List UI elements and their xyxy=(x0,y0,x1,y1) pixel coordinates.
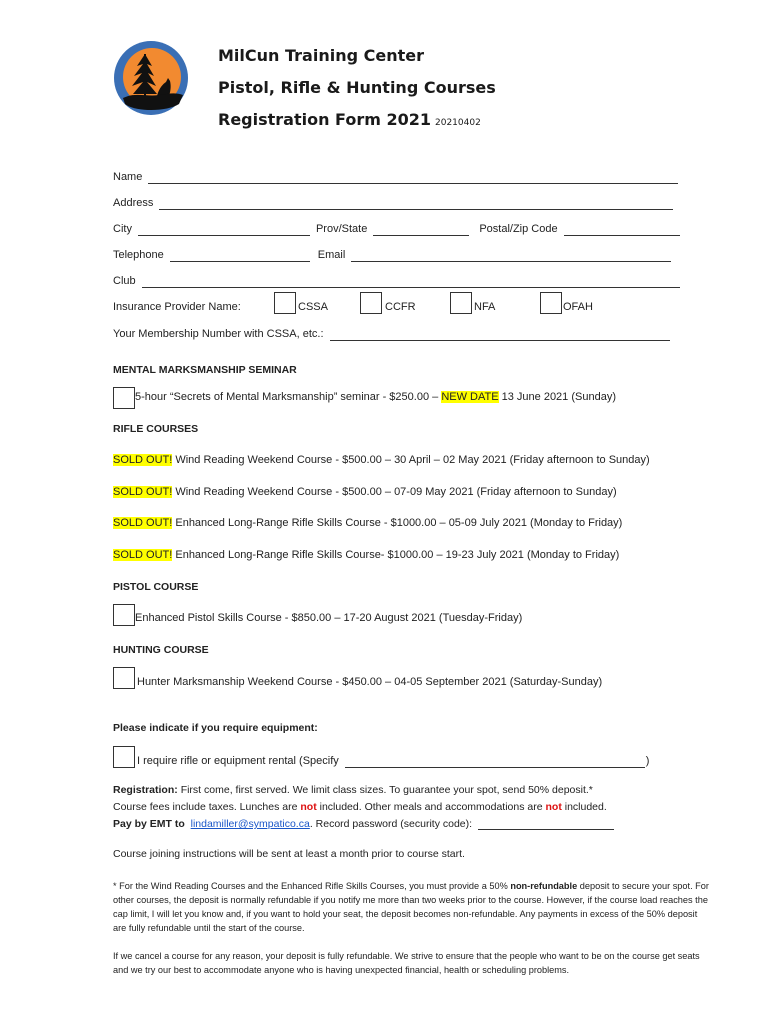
rifle-course-4 xyxy=(113,549,619,561)
hunting-course-text: Hunter Marksmanship Weekend Course - $450.00 – 04-05 September 2021 (Saturday-Sunday) xyxy=(137,676,603,688)
telephone-field[interactable] xyxy=(170,251,310,262)
not-emphasis: not xyxy=(545,801,562,813)
form-title-line-1: MilCun Training Center xyxy=(218,46,424,65)
name-field[interactable] xyxy=(148,173,678,184)
membership-row xyxy=(113,327,676,341)
mental-text-before: 5-hour “Secrets of Mental Marksmanship” seminar - $250.00 – xyxy=(135,391,439,403)
registration-line-2a: Course fees include taxes. Lunches are xyxy=(113,801,298,813)
address-field[interactable] xyxy=(159,199,673,210)
new-date-badge: NEW DATE xyxy=(441,391,499,403)
membership-field[interactable] xyxy=(330,330,670,341)
club-field[interactable] xyxy=(142,277,680,288)
email-label: Email xyxy=(317,249,346,261)
deposit-footnote xyxy=(113,879,713,935)
equipment-checkbox[interactable] xyxy=(113,746,135,768)
equipment-close-paren: ) xyxy=(645,755,650,767)
rifle-course-1 xyxy=(113,454,650,466)
ofah-checkbox[interactable] xyxy=(540,292,562,314)
equipment-option-text: I require rifle or equipment rental (Specify xyxy=(137,755,339,767)
not-emphasis: not xyxy=(300,801,317,813)
form-title-line-2: Pistol, Rifle & Hunting Courses xyxy=(218,78,496,97)
hunting-heading: HUNTING COURSE xyxy=(113,644,209,656)
milcun-logo-icon xyxy=(113,40,189,116)
registration-line-2c: included. xyxy=(564,801,607,813)
registration-line-3b: . Record password (security code): xyxy=(309,818,473,830)
nfa-checkbox[interactable] xyxy=(450,292,472,314)
telephone-email-row xyxy=(113,248,677,262)
equipment-specify-field[interactable] xyxy=(345,757,645,768)
emt-email-link[interactable]: lindamiller@sympatico.ca xyxy=(190,818,310,830)
registration-line-2b: included. Other meals and accommodations are xyxy=(319,801,543,813)
joining-instructions: Course joining instructions will be sent at least a month prior to course start. xyxy=(113,848,465,860)
form-title-year: Registration Form 2021 xyxy=(218,110,431,129)
registration-line-2 xyxy=(113,799,614,816)
sold-out-badge: SOLD OUT! xyxy=(113,454,173,466)
pistol-course-text: Enhanced Pistol Skills Course - $850.00 – 17-20 August 2021 (Tuesday-Friday) xyxy=(135,612,523,624)
mental-seminar-checkbox[interactable] xyxy=(113,387,135,409)
pay-by-emt-label: Pay by EMT to xyxy=(113,818,185,830)
membership-label: Your Membership Number with CSSA, etc.: xyxy=(113,328,324,340)
sold-out-badge: SOLD OUT! xyxy=(113,486,173,498)
mental-heading: MENTAL MARKSMANSHIP SEMINAR xyxy=(113,364,297,376)
nfa-label: NFA xyxy=(474,301,496,313)
cssa-checkbox[interactable] xyxy=(274,292,296,314)
rifle-heading: RIFLE COURSES xyxy=(113,423,199,435)
security-code-field[interactable] xyxy=(478,819,614,830)
address-field-row xyxy=(113,196,679,210)
mental-text-after: 13 June 2021 (Sunday) xyxy=(501,391,616,403)
rifle-course-1-text: Wind Reading Weekend Course - $500.00 – 30 April – 02 May 2021 (Friday afternoon to Sunday) xyxy=(175,454,650,466)
postal-label: Postal/Zip Code xyxy=(479,223,558,235)
club-label: Club xyxy=(113,275,136,287)
ofah-label: OFAH xyxy=(563,301,593,313)
non-refundable-emphasis: non-refundable xyxy=(510,881,578,891)
telephone-label: Telephone xyxy=(113,249,164,261)
cancellation-footnote: If we cancel a course for any reason, your deposit is fully refundable. We strive to ensure that the people who want to be on the course get seats and we try our best to accommodate anyone who is having unexpected financial, health or scheduling problems. xyxy=(113,951,700,975)
rifle-course-3-text: Enhanced Long-Range Rifle Skills Course - $1000.00 – 05-09 July 2021 (Monday to Friday) xyxy=(175,517,623,529)
postal-field[interactable] xyxy=(564,225,680,236)
club-field-row xyxy=(113,274,686,288)
cssa-label: CSSA xyxy=(298,301,328,313)
ccfr-checkbox[interactable] xyxy=(360,292,382,314)
city-label: City xyxy=(113,223,132,235)
city-field[interactable] xyxy=(138,225,310,236)
pistol-course-checkbox[interactable] xyxy=(113,604,135,626)
prov-label: Prov/State xyxy=(315,223,368,235)
registration-paragraph xyxy=(113,782,614,833)
rifle-course-2 xyxy=(113,486,617,498)
footnote-p1b: deposit to secure your spot. For other courses, the deposit is normally refundable if you notify me more than two weeks prior to the course. However, if the course load reaches the cap limit, I will let you know and, if you want to hold your seat, the deposit becomes non-refundable. Any payments in excess of the 50% deposit are fully refundable until the start of the course. xyxy=(113,881,709,933)
ccfr-label: CCFR xyxy=(385,301,416,313)
sold-out-badge: SOLD OUT! xyxy=(113,517,173,529)
form-title-line-3 xyxy=(218,110,481,129)
sold-out-badge: SOLD OUT! xyxy=(113,549,173,561)
rifle-course-3 xyxy=(113,517,622,529)
registration-line-3 xyxy=(113,816,614,833)
footnote-p1a: * For the Wind Reading Courses and the Enhanced Rifle Skills Courses, you must provide a 50% xyxy=(113,881,508,891)
pistol-heading: PISTOL COURSE xyxy=(113,581,199,593)
prov-field[interactable] xyxy=(373,225,469,236)
equipment-row xyxy=(137,754,649,768)
address-label: Address xyxy=(113,197,154,209)
hunting-course-checkbox[interactable] xyxy=(113,667,135,689)
registration-line-1-text: First come, first served. We limit class sizes. To guarantee your spot, send 50% deposit.* xyxy=(180,784,593,796)
registration-label: Registration: xyxy=(113,784,178,796)
city-row xyxy=(113,222,686,236)
name-field-row xyxy=(113,170,684,184)
name-label: Name xyxy=(113,171,143,183)
mental-seminar-text xyxy=(135,391,616,403)
insurance-label: Insurance Provider Name: xyxy=(113,301,241,313)
registration-line-1 xyxy=(113,782,614,799)
equipment-heading: Please indicate if you require equipment: xyxy=(113,722,318,734)
rifle-course-4-text: Enhanced Long-Range Rifle Skills Course- $1000.00 – 19-23 July 2021 (Monday to Friday) xyxy=(175,549,620,561)
document-id: 20210402 xyxy=(435,118,481,128)
rifle-course-2-text: Wind Reading Weekend Course - $500.00 – 07-09 May 2021 (Friday afternoon to Sunday) xyxy=(175,486,617,498)
email-field[interactable] xyxy=(351,251,671,262)
